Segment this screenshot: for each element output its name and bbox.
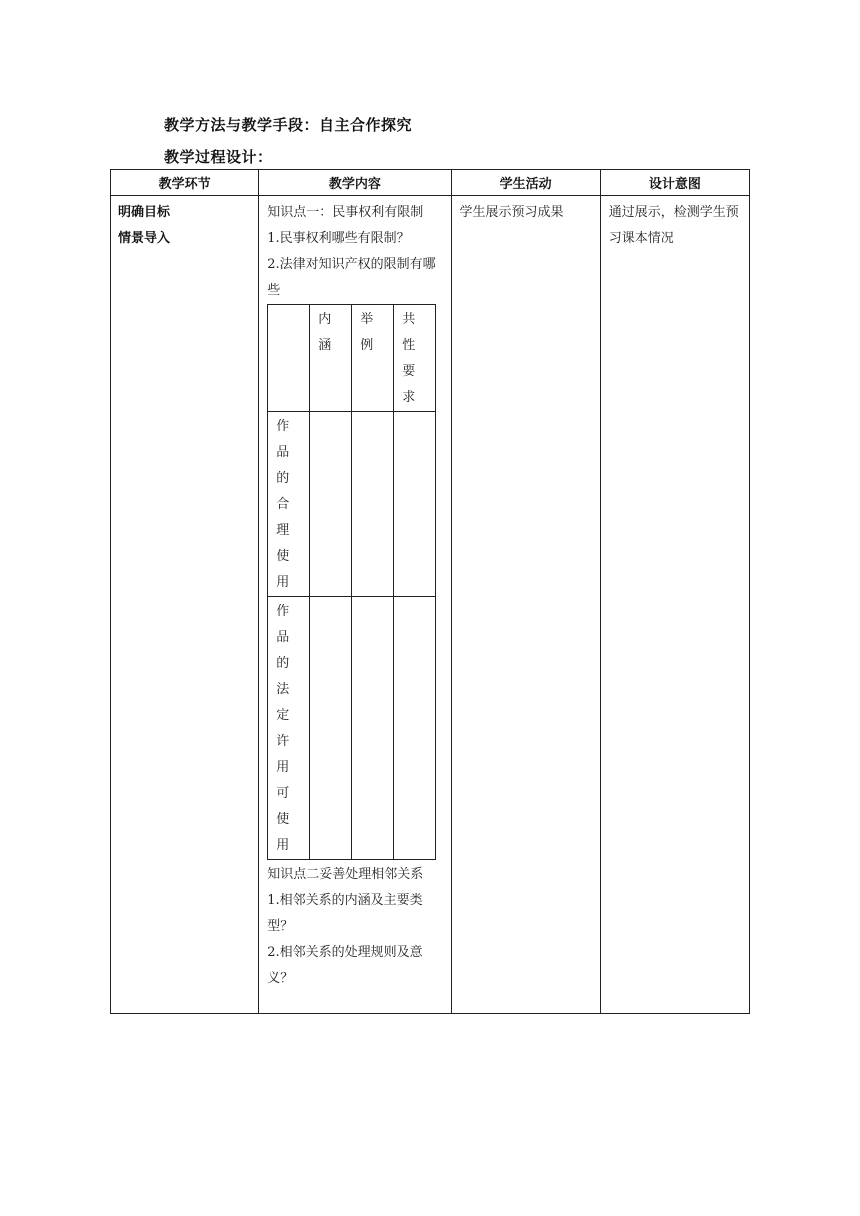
kp2-title: 知识点二妥善处理相邻关系: [267, 867, 424, 882]
activity-cell: [451, 196, 600, 1014]
knowledge-point-2: [259, 860, 450, 992]
inner-cell: [310, 412, 352, 597]
teaching-method-heading: 教学方法与教学手段：自主合作探究: [164, 116, 413, 134]
header-row: [111, 170, 750, 196]
inner-cell: [352, 597, 394, 860]
body-row: [111, 196, 750, 1014]
ip-limits-table: [267, 304, 436, 860]
teaching-process-heading: 教学过程设计：: [164, 148, 273, 166]
inner-row-label: 作品的法定许用可使用: [268, 597, 310, 860]
kp2-question-1: 1.相邻关系的内涵及主要类型？: [267, 893, 423, 934]
stage-list: [111, 196, 258, 252]
inner-row-fair-use: [268, 412, 436, 597]
inner-header-common-req: 共性要求: [394, 305, 436, 412]
stage-item: 情景导入: [118, 231, 171, 246]
inner-row-statutory-license: [268, 597, 436, 860]
inner-header-example: 举例: [352, 305, 394, 412]
kp1-title: 知识点一：民事权利有限制: [267, 205, 424, 220]
inner-header-meaning: 内涵: [310, 305, 352, 412]
inner-cell: [352, 412, 394, 597]
inner-header-row: [268, 305, 436, 412]
lesson-plan-table: [110, 169, 750, 1014]
header-intent: 设计意图: [600, 170, 749, 196]
inner-cell: [394, 412, 436, 597]
header-activity: 学生活动: [451, 170, 600, 196]
kp1-question-2: 2.法律对知识产权的限制有哪些: [267, 257, 436, 298]
stage-item: 明确目标: [118, 205, 171, 220]
stage-cell: [111, 196, 259, 1014]
inner-cell: [394, 597, 436, 860]
intent-text: 通过展示，检测学生预习课本情况: [608, 205, 739, 246]
header-content: 教学内容: [259, 170, 451, 196]
kp2-question-2: 2.相邻关系的处理规则及意义？: [267, 945, 423, 986]
kp1-question-1: 1.民事权利哪些有限制？: [267, 231, 410, 246]
intent-cell: [600, 196, 749, 1014]
inner-cell: [310, 597, 352, 860]
knowledge-point-1: [259, 196, 450, 304]
header-stage: 教学环节: [111, 170, 259, 196]
activity-text: 学生展示预习成果: [459, 205, 564, 220]
content-cell: [259, 196, 451, 1014]
inner-row-label: 作品的合理使用: [268, 412, 310, 597]
inner-corner-cell: [268, 305, 310, 412]
